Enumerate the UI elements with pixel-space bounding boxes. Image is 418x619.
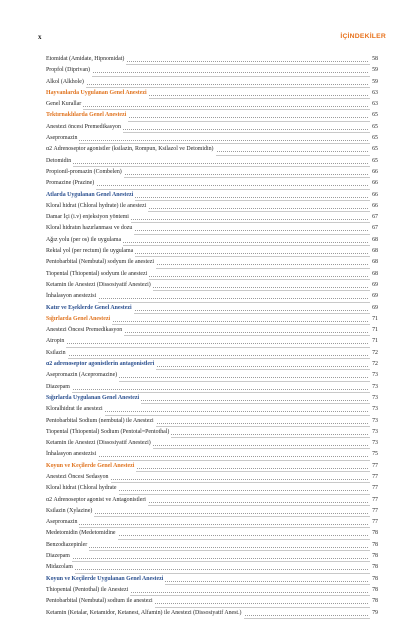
- toc-entry-page: 66: [370, 201, 378, 212]
- toc-entry-page: 78: [370, 596, 378, 607]
- toc-entry[interactable]: [46, 257, 378, 268]
- toc-entry-page: 72: [370, 359, 378, 370]
- toc-entry[interactable]: [46, 325, 378, 336]
- toc-entry-label: Medetomidin (Medetomidine: [46, 528, 118, 539]
- toc-entry[interactable]: [46, 382, 378, 393]
- toc-entry[interactable]: [46, 608, 378, 619]
- toc-entry-page: 66: [370, 167, 378, 178]
- toc-entry[interactable]: [46, 235, 378, 246]
- toc-entry-label: Hayvanlarda Uygulanan Genel Anestezi: [46, 88, 149, 99]
- toc-entry[interactable]: [46, 212, 378, 223]
- toc-entry-page: 69: [370, 280, 378, 291]
- header-title: İÇİNDEKİLER: [340, 33, 386, 40]
- toc-entry-page: 69: [370, 291, 378, 302]
- toc-entry-page: 73: [370, 393, 378, 404]
- leader-dots: [46, 163, 368, 164]
- toc-entry-page: 58: [370, 54, 378, 65]
- toc-entry-page: 65: [370, 110, 378, 121]
- toc-entry-page: 77: [370, 517, 378, 528]
- toc-entry-label: Koyun ve Keçilerde Uygulanan Genel Anestezi: [46, 574, 165, 585]
- toc-entry-page: 73: [370, 382, 378, 393]
- toc-entry-label: Benzodiazepinler: [46, 540, 89, 551]
- toc-entry-page: 78: [370, 540, 378, 551]
- toc-entry-page: 73: [370, 438, 378, 449]
- toc-entry-page: 72: [370, 348, 378, 359]
- toc-entry-label: Diazepam: [46, 382, 72, 393]
- leader-dots: [46, 355, 368, 356]
- leader-dots: [46, 72, 368, 73]
- toc-entry-page: 63: [370, 88, 378, 99]
- toc-entry-label: Tiopental (Thiopental) sodyum ile anestezi: [46, 269, 149, 280]
- toc-entry-label: Katır ve Eşeklerde Genel Anestezi: [46, 303, 134, 314]
- toc-entry-label: Tiopental (Thiopental) Sodium (Pentotal=Pentothal): [46, 427, 171, 438]
- toc-entry-page: 59: [370, 65, 378, 76]
- toc-entry[interactable]: [46, 201, 378, 212]
- leader-dots: [46, 106, 368, 107]
- toc-entry-page: 65: [370, 144, 378, 155]
- toc-entry-label: Kloral hidratın hazırlanması ve dozu: [46, 223, 134, 234]
- toc-entry-label: İnhalasyon anestezisi: [46, 449, 98, 460]
- toc-entry-label: Asepromazin: [46, 517, 79, 528]
- toc-entry[interactable]: [46, 133, 378, 144]
- toc-entry-page: 65: [370, 156, 378, 167]
- toc-entry-page: 77: [370, 506, 378, 517]
- toc-entry-page: 59: [370, 77, 378, 88]
- toc-entry[interactable]: [46, 517, 378, 528]
- toc-entry-page: 68: [370, 235, 378, 246]
- toc-entry[interactable]: [46, 178, 378, 189]
- toc-entry[interactable]: [46, 472, 378, 483]
- toc-section-heading[interactable]: [46, 190, 378, 201]
- toc-entry-page: 73: [370, 416, 378, 427]
- toc-entry-label: Sığırlarda Genel Anestezi: [46, 314, 112, 325]
- toc-entry-label: Thiopental (Pentothal) ile Anestezi: [46, 585, 130, 596]
- leader-dots: [46, 569, 368, 570]
- toc-entry-label: Tektırnaklılarda Genel Anestezi: [46, 110, 128, 121]
- toc-entry-page: 66: [370, 190, 378, 201]
- toc-entry-page: 75: [370, 449, 378, 460]
- toc-entry[interactable]: [46, 54, 378, 65]
- leader-dots: [46, 513, 368, 514]
- toc-entry-page: 77: [370, 461, 378, 472]
- toc-entry[interactable]: [46, 427, 378, 438]
- toc-entry[interactable]: [46, 269, 378, 280]
- toc-entry[interactable]: [46, 77, 378, 88]
- toc-entry-label: Atlarda Uygulanan Genel Anestezi: [46, 190, 135, 201]
- toc-entry-label: Pentobarbital Sodium (nembutal) ile Anestezi: [46, 416, 156, 427]
- toc-entry-page: 68: [370, 257, 378, 268]
- toc-entry[interactable]: [46, 540, 378, 551]
- toc-entry-page: 78: [370, 528, 378, 539]
- toc-entry-label: α2 adrenoseptor agonistlerin antagonistleri: [46, 359, 156, 370]
- toc-entry-label: Detomidin: [46, 156, 73, 167]
- toc-entry[interactable]: [46, 562, 378, 573]
- toc-entry-label: Diazepam: [46, 551, 72, 562]
- leader-dots: [46, 524, 368, 525]
- toc-entry-label: Asepromazin (Acepromazine): [46, 370, 119, 381]
- toc-entry[interactable]: [46, 156, 378, 167]
- leader-dots: [46, 558, 368, 559]
- toc-entry-label: Koyun ve Keçilerde Genel Anestezi: [46, 461, 136, 472]
- toc-entry[interactable]: [46, 336, 378, 347]
- toc-entry-label: Alkol (Alkhole): [46, 77, 86, 88]
- toc-entry-page: 69: [370, 303, 378, 314]
- toc-entry-page: 68: [370, 269, 378, 280]
- toc-entry[interactable]: [46, 495, 378, 506]
- leader-dots: [46, 84, 368, 85]
- toc-entry-label: İnhalasyon anestezisi: [46, 291, 98, 302]
- toc-entry-page: 65: [370, 133, 378, 144]
- toc-entry[interactable]: [46, 585, 378, 596]
- toc-entry-page: 68: [370, 246, 378, 257]
- toc-entry[interactable]: [46, 528, 378, 539]
- toc-entry[interactable]: [46, 506, 378, 517]
- toc-entry[interactable]: [46, 404, 378, 415]
- toc-entry-page: 77: [370, 483, 378, 494]
- toc-entry-label: Ağız yolu (per os) ile uygulama: [46, 235, 123, 246]
- toc-entry-label: Kloral hidrat (Chloral hydrate: [46, 483, 119, 494]
- toc-section-heading[interactable]: [46, 574, 378, 585]
- toc-entry-page: 73: [370, 404, 378, 415]
- toc-entry[interactable]: [46, 291, 378, 302]
- toc-entry-label: Anestezi Öncesi Sedasyon: [46, 472, 111, 483]
- toc-entry[interactable]: [46, 65, 378, 76]
- toc-section-heading[interactable]: [46, 314, 378, 325]
- toc-entry-label: Promazine (Prazine): [46, 178, 96, 189]
- toc-entry-label: Pentobarbital (Nembutal) sodium ile anestezi: [46, 596, 155, 607]
- toc-entry-label: Ketamin ile Anestezi (Dissosiyatif Anestezi): [46, 280, 153, 291]
- toc-entry-page: 67: [370, 223, 378, 234]
- toc-section-heading[interactable]: [46, 110, 378, 121]
- toc-entry-label: Asepromazin: [46, 133, 79, 144]
- toc-entry-page: 67: [370, 212, 378, 223]
- toc-entry-label: Propfol (Diprivan): [46, 65, 92, 76]
- toc-entry[interactable]: [46, 167, 378, 178]
- toc-entry[interactable]: [46, 551, 378, 562]
- leader-dots: [46, 343, 368, 344]
- toc-entry-page: 66: [370, 178, 378, 189]
- toc-entry-page: 65: [370, 122, 378, 133]
- toc-entry-label: Etomidat (Amidate, Hipnomidat): [46, 54, 126, 65]
- toc-entry[interactable]: [46, 144, 378, 155]
- toc-section-heading[interactable]: [46, 461, 378, 472]
- toc-entry-label: Ketamin ile Anestezi (Dissosiyatif Anestezi): [46, 438, 153, 449]
- toc-entry-page: 78: [370, 551, 378, 562]
- toc-entry-page: 73: [370, 370, 378, 381]
- toc-entry-page: 73: [370, 427, 378, 438]
- toc-entry-page: 78: [370, 585, 378, 596]
- toc-section-heading[interactable]: [46, 393, 378, 404]
- toc-entry[interactable]: [46, 370, 378, 381]
- toc-entry-label: Anestezi öncesi Premedikasyon: [46, 122, 123, 133]
- toc-entry-label: Sığırlarda Uygulanan Genel Anestezi: [46, 393, 141, 404]
- toc-entry[interactable]: [46, 246, 378, 257]
- toc-entry-page: 77: [370, 495, 378, 506]
- toc-entry[interactable]: [46, 280, 378, 291]
- toc-entry[interactable]: [46, 223, 378, 234]
- table-of-contents: [46, 54, 378, 619]
- toc-entry-page: 71: [370, 314, 378, 325]
- toc-section-heading[interactable]: [46, 359, 378, 370]
- toc-entry-label: α2 Adrenoseptor agonistler (ksilazin, Rompun, Ksilazol ve Detomidin): [46, 144, 216, 155]
- toc-entry[interactable]: [46, 438, 378, 449]
- toc-entry-label: Ksilazin (Xylazine): [46, 506, 94, 517]
- toc-entry[interactable]: [46, 596, 378, 607]
- toc-entry[interactable]: [46, 449, 378, 460]
- toc-entry-label: Damar İçi (i.v) enjeksiyon yöntemi: [46, 212, 131, 223]
- toc-entry-label: Midazolam: [46, 562, 75, 573]
- leader-dots: [46, 547, 368, 548]
- toc-entry-page: 77: [370, 472, 378, 483]
- toc-entry-label: Anestezi Öncesi Premedikasyon: [46, 325, 124, 336]
- toc-entry-page: 79: [370, 608, 378, 619]
- toc-entry-label: Propionil-promazin (Combelen): [46, 167, 124, 178]
- leader-dots: [46, 140, 368, 141]
- toc-entry-label: α2 Adrenoseptor agonist ve Antagonistleri: [46, 495, 148, 506]
- toc-entry[interactable]: [46, 416, 378, 427]
- toc-entry-page: 63: [370, 99, 378, 110]
- toc-entry-label: Kloralhidrat ile anestezi: [46, 404, 105, 415]
- toc-entry-page: 71: [370, 336, 378, 347]
- toc-entry-label: Ketamin (Ketalar, Ketamidor, Ketanest, Alfamin) ile Anestezi (Dissosiyatif Anest.): [46, 608, 244, 619]
- toc-entry[interactable]: [46, 99, 378, 110]
- toc-entry[interactable]: [46, 483, 378, 494]
- toc-entry-label: Ksilazin: [46, 348, 68, 359]
- toc-section-heading[interactable]: [46, 303, 378, 314]
- toc-entry-page: 71: [370, 325, 378, 336]
- toc-section-heading[interactable]: [46, 88, 378, 99]
- toc-entry[interactable]: [46, 348, 378, 359]
- toc-entry-page: 78: [370, 574, 378, 585]
- toc-entry-label: Pentobarbital (Nembutal) sodyum ile anestezi: [46, 257, 156, 268]
- toc-entry-label: Kloral hidrat (Chloral hydrate) ile anestezi: [46, 201, 148, 212]
- page-number: x: [38, 33, 42, 41]
- leader-dots: [46, 389, 368, 390]
- toc-entry-page: 78: [370, 562, 378, 573]
- toc-entry-label: Rektal yol (per rectum) ile uygulama: [46, 246, 135, 257]
- toc-entry-label: Atropin: [46, 336, 66, 347]
- toc-entry[interactable]: [46, 122, 378, 133]
- toc-entry-label: Genel Kurallar: [46, 99, 83, 110]
